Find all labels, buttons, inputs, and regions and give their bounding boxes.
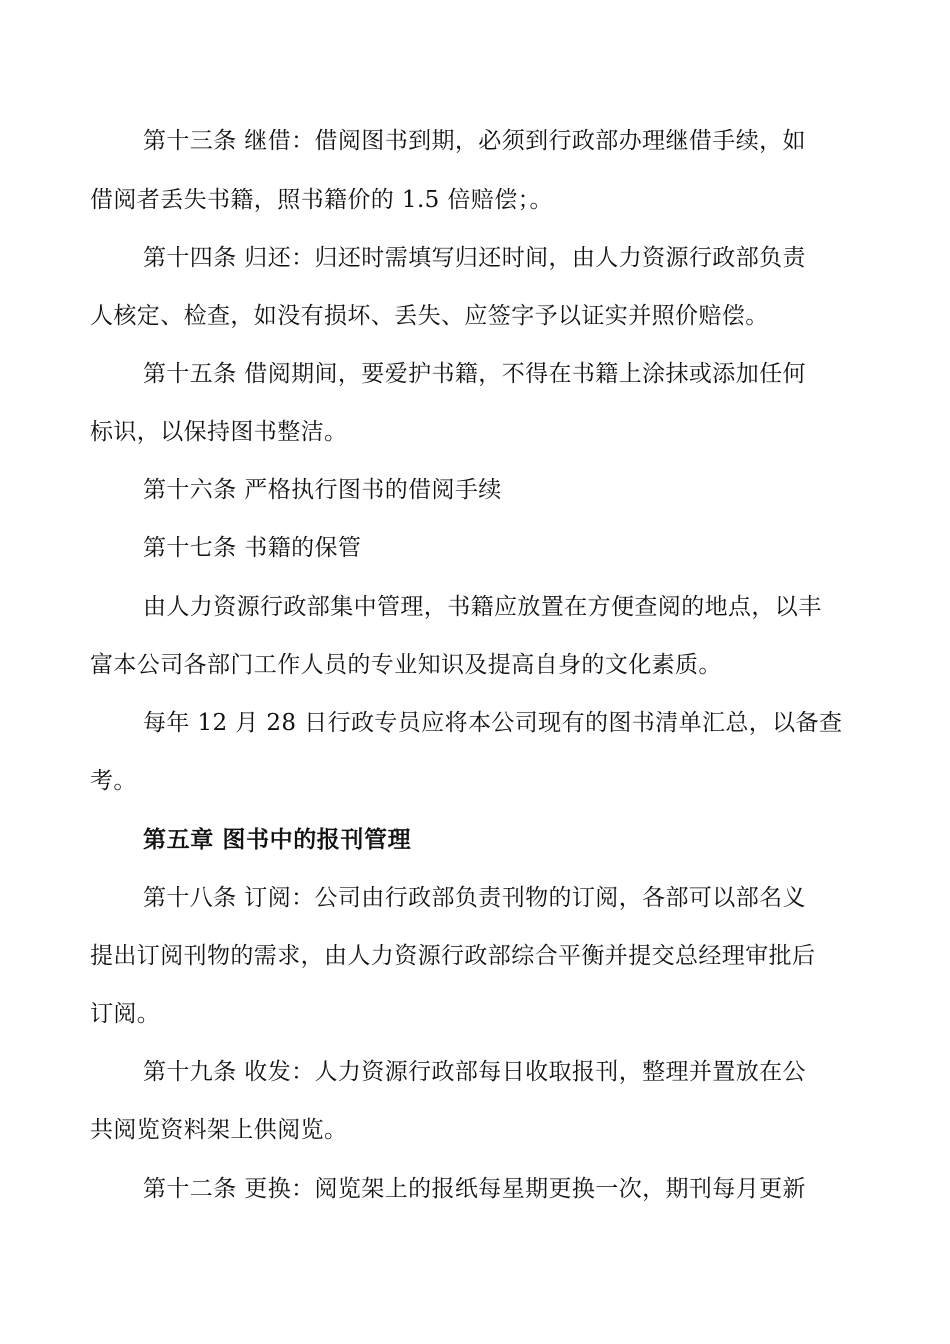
article-15-line-2: 标识，以保持图书整洁。	[90, 419, 348, 445]
article-12-line-1: 第十二条 更换：阅览架上的报纸每星期更换一次，期刊每月更新	[143, 1176, 806, 1202]
article-13-line-1: 第十三条 继借：借阅图书到期，必须到行政部办理继借手续，如	[143, 128, 806, 154]
inventory-paragraph-line-2: 考。	[90, 768, 137, 794]
storage-paragraph-line-1: 由人力资源行政部集中管理，书籍应放置在方便查阅的地点，以丰	[143, 594, 822, 620]
article-14-line-1: 第十四条 归还：归还时需填写归还时间，由人力资源行政部负责	[143, 245, 806, 271]
storage-paragraph-line-2: 富本公司各部门工作人员的专业知识及提高自身的文化素质。	[90, 652, 722, 678]
article-18-line-1: 第十八条 订阅：公司由行政部负责刊物的订阅，各部可以部名义	[143, 885, 806, 911]
article-17: 第十七条 书籍的保管	[143, 535, 362, 561]
article-19-line-1: 第十九条 收发：人力资源行政部每日收取报刊，整理并置放在公	[143, 1059, 806, 1085]
article-18-line-3: 订阅。	[90, 1001, 161, 1027]
article-19-line-2: 共阅览资料架上供阅览。	[90, 1117, 348, 1143]
chapter-5-heading: 第五章 图书中的报刊管理	[143, 827, 412, 853]
article-15-line-1: 第十五条 借阅期间，要爱护书籍，不得在书籍上涂抹或添加任何	[143, 361, 806, 387]
article-16: 第十六条 严格执行图书的借阅手续	[143, 477, 502, 503]
article-18-line-2: 提出订阅刊物的需求，由人力资源行政部综合平衡并提交总经理审批后	[90, 943, 816, 969]
article-13-line-2: 借阅者丢失书籍，照书籍价的 1.5 倍赔偿；。	[90, 187, 553, 213]
article-14-line-2: 人核定、检查，如没有损坏、丢失、应签字予以证实并照价赔偿。	[90, 303, 769, 329]
inventory-paragraph-line-1: 每年 12 月 28 日行政专员应将本公司现有的图书清单汇总，以备查	[143, 710, 843, 736]
